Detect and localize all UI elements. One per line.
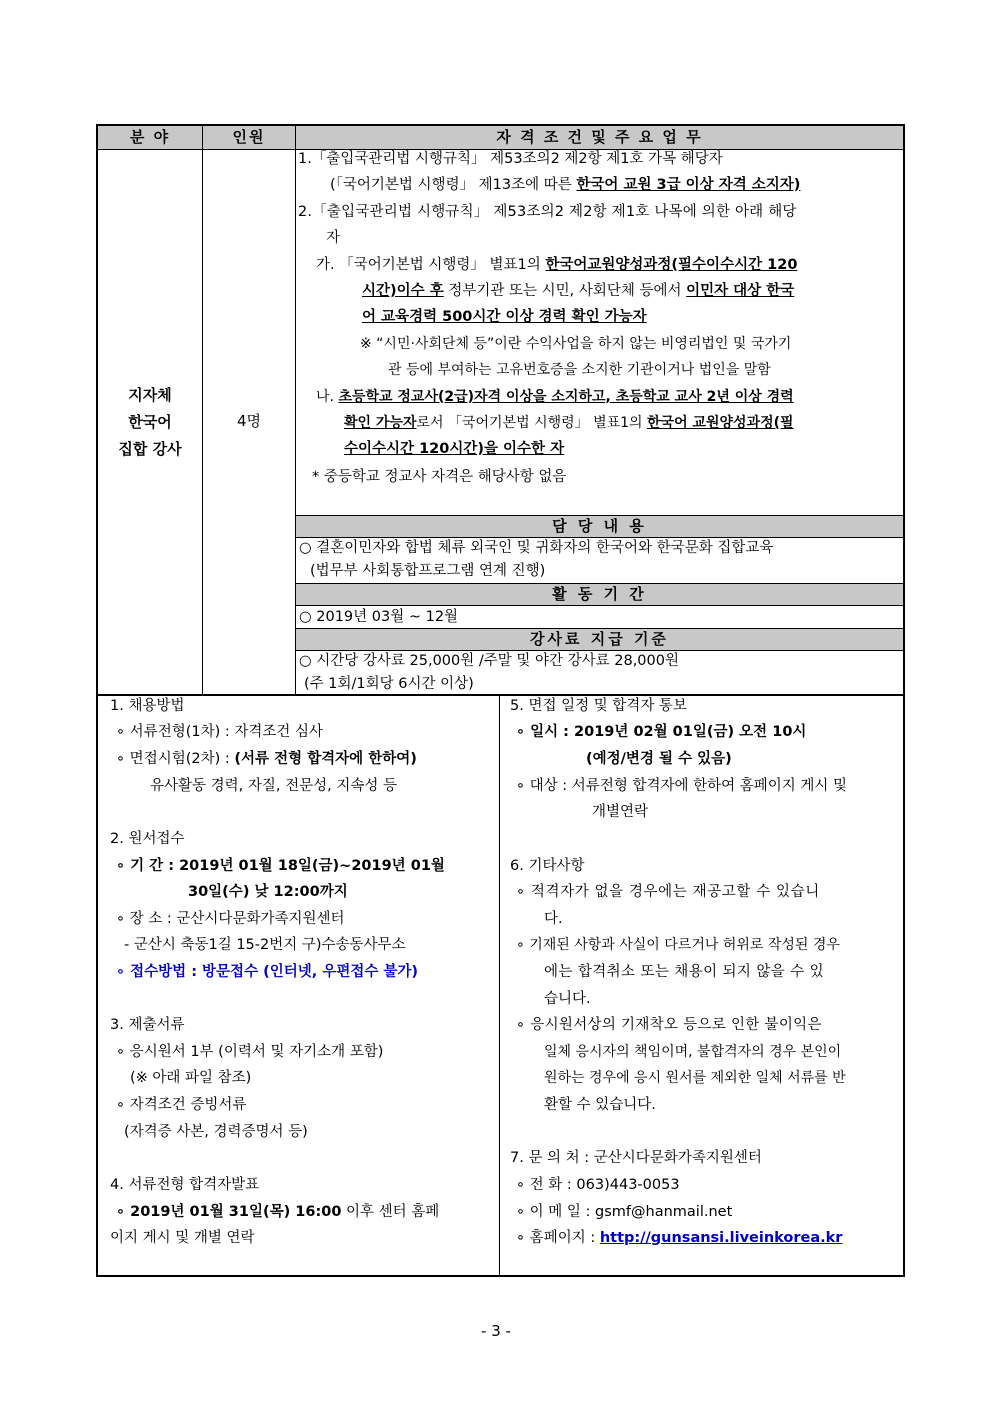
qual-highlight: 한국어 교원 3급 이상 자격 소지자) bbox=[576, 177, 801, 193]
pay-line-1: ○ 시간당 강사료 25,000원 /주말 및 야간 강사료 28,000원 bbox=[299, 653, 679, 669]
s2-period: ∘ 기 간 : 2019년 01월 18일(금)~2019년 01월 bbox=[116, 858, 445, 874]
qual-highlight: 확인 가능자 bbox=[344, 415, 417, 431]
duty-header: 담 당 내 용 bbox=[296, 515, 903, 538]
qual-highlight: 어 교육경력 500시간 이상 경력 확인 가능자 bbox=[362, 309, 647, 325]
section-6-title: 6. 기타사항 bbox=[510, 858, 585, 874]
qual-text: 가. 「국어기본법 시행령」 별표1의 bbox=[316, 257, 546, 273]
s1-criteria: 유사활동 경력, 자질, 전문성, 지속성 등 bbox=[150, 778, 397, 794]
s7-phone: ∘ 전 화 : 063)443-0053 bbox=[516, 1177, 680, 1193]
qual-line-10 bbox=[316, 384, 794, 410]
s4-announce bbox=[116, 1199, 439, 1226]
qual-line-4: 자 bbox=[326, 230, 341, 246]
qual-line-2 bbox=[330, 172, 800, 198]
section-3-title: 3. 제출서류 bbox=[110, 1017, 185, 1033]
homepage-link[interactable]: http://gunsansi.liveinkorea.kr bbox=[599, 1230, 843, 1246]
section-2-title: 2. 원서접수 bbox=[110, 831, 185, 847]
field-line: 지자체 bbox=[128, 386, 172, 404]
section-7-title: 7. 문 의 처 : 군산시다문화가족지원센터 bbox=[510, 1150, 762, 1166]
s2-address: - 군산시 축동1길 15-2번지 구)수송동사무소 bbox=[124, 937, 406, 953]
duty-line-1: ○ 결혼이민자와 합법 체류 외국인 및 귀화자의 한국어와 한국문화 집합교육 bbox=[299, 540, 774, 556]
qual-line-12 bbox=[344, 436, 564, 462]
s7-homepage-label: ∘ 홈페이지 : bbox=[516, 1230, 600, 1246]
s1-interview-label: ∘ 면접시험(2차) : bbox=[116, 751, 235, 767]
s6-item-1: ∘ 적격자가 없을 경우에는 재공고할 수 있습니 bbox=[516, 884, 820, 900]
s1-interview bbox=[116, 746, 417, 773]
period-text: ○ 2019년 03월 ~ 12월 bbox=[299, 609, 459, 625]
qual-line-5 bbox=[316, 252, 797, 278]
s4-date: ∘ 2019년 01월 31일(목) 16:00 bbox=[116, 1204, 342, 1220]
qual-line-9: 관 등에 부여하는 고유번호증을 소지한 기관이거나 법인을 말함 bbox=[388, 362, 771, 378]
s7-email: ∘ 이 메 일 : gsmf@hanmail.net bbox=[516, 1204, 733, 1220]
s6-item-3-cont: 일체 응시자의 책임이며, 불합격자의 경우 본인이 bbox=[544, 1044, 842, 1060]
pay-header: 강사료 지급 기준 bbox=[296, 628, 903, 651]
s1-screening: ∘ 서류전형(1차) : 자격조건 심사 bbox=[116, 724, 324, 740]
qual-text: 정부기관 또는 시민, 사회단체 등에서 bbox=[443, 283, 687, 299]
header-count: 인원 bbox=[232, 128, 266, 146]
s3-note: (※ 아래 파일 참조) bbox=[130, 1070, 252, 1086]
s1-interview-note: (서류 전형 합격자에 한하여) bbox=[234, 751, 417, 767]
headcount: 4명 bbox=[236, 412, 262, 430]
page-number: - 3 - bbox=[481, 1322, 511, 1340]
qual-highlight: 수이수시간 120시간)을 이수한 자 bbox=[344, 441, 565, 457]
job-table bbox=[96, 124, 905, 696]
s2-period-end: 30일(수) 낮 12:00까지 bbox=[188, 884, 348, 900]
qual-highlight: 한국어 교원양성과정(필 bbox=[647, 415, 794, 431]
s5-note: (예정/변경 될 수 있음) bbox=[586, 751, 732, 767]
qual-line-7 bbox=[362, 304, 647, 330]
s2-method: ∘ 접수방법 : 방문접수 (인터넷, 우편접수 불가) bbox=[116, 964, 419, 980]
field-name bbox=[98, 382, 202, 463]
s5-target: ∘ 대상 : 서류전형 합격자에 한하여 홈페이지 게시 및 bbox=[516, 778, 847, 794]
qual-highlight: 한국어교원양성과정(필수이수시간 120 bbox=[545, 257, 798, 273]
document-page bbox=[96, 124, 905, 1277]
qual-text: 로서 「국어기본법 시행령」 별표1의 bbox=[416, 415, 648, 431]
column-divider bbox=[295, 126, 296, 696]
field-line: 집합 강사 bbox=[118, 440, 182, 458]
header-qualification: 자 격 조 건 및 주 요 업 무 bbox=[496, 128, 703, 146]
s2-place: ∘ 장 소 : 군산시다문화가족지원센터 bbox=[116, 911, 345, 927]
qual-line-1: 1.「출입국관리법 시행규칙」 제53조의2 제2항 제1호 가목 해당자 bbox=[298, 151, 723, 167]
s6-item-2-end: 습니다. bbox=[544, 991, 591, 1007]
s3-application: ∘ 응시원서 1부 (이력서 및 자기소개 포함) bbox=[116, 1044, 384, 1060]
period-header: 활 동 기 간 bbox=[296, 583, 903, 606]
info-box bbox=[96, 696, 905, 1277]
s6-item-3-cont2: 원하는 경우에 응시 원서를 제외한 일체 서류를 반 bbox=[544, 1070, 846, 1086]
s6-item-1-cont: 다. bbox=[544, 911, 563, 927]
s6-item-3: ∘ 응시원서상의 기재착오 등으로 인한 불이익은 bbox=[516, 1017, 822, 1033]
section-4-title: 4. 서류전형 합격자발표 bbox=[110, 1177, 260, 1193]
qual-highlight: 초등학교 정교사(2급)자격 이상을 소지하고, 초등학교 교사 2년 이상 경력 bbox=[338, 389, 794, 405]
s6-item-2-cont: 에는 합격취소 또는 채용이 되지 않을 수 있 bbox=[544, 964, 824, 980]
s6-item-3-end: 환할 수 있습니다. bbox=[544, 1097, 656, 1113]
section-5-title: 5. 면접 일정 및 합격자 통보 bbox=[510, 698, 687, 714]
s3-proof: ∘ 자격조건 증빙서류 bbox=[116, 1097, 247, 1113]
s5-target-cont: 개별연락 bbox=[592, 804, 649, 820]
s4-announce-cont: 이지 게시 및 개별 연락 bbox=[110, 1230, 255, 1246]
s4-text: 이후 센터 홈페 bbox=[341, 1204, 440, 1220]
qual-line-6 bbox=[362, 278, 794, 304]
s7-homepage bbox=[516, 1225, 842, 1252]
qual-highlight: 이민자 대상 한국 bbox=[686, 283, 795, 299]
section-1-title: 1. 채용방법 bbox=[110, 698, 185, 714]
s5-datetime: ∘ 일시 : 2019년 02월 01일(금) 오전 10시 bbox=[516, 724, 807, 740]
qual-line-8: ※ “시민·사회단체 등”이란 수익사업을 하지 않는 비영리법인 및 국가기 bbox=[360, 336, 792, 352]
s3-proof-detail: (자격증 사본, 경력증명서 등) bbox=[124, 1124, 308, 1140]
qual-text: (「국어기본법 시행령」 제13조에 따른 bbox=[330, 177, 577, 193]
qual-text: 나. bbox=[316, 389, 339, 405]
field-line: 한국어 bbox=[128, 413, 172, 431]
pay-line-2: (주 1회/1회당 6시간 이상) bbox=[304, 676, 474, 692]
column-divider bbox=[499, 696, 500, 1275]
header-field: 분 야 bbox=[129, 128, 171, 146]
qual-highlight: 시간)이수 후 bbox=[362, 283, 444, 299]
duty-line-2: (법무부 사회통합프로그램 연계 진행) bbox=[310, 563, 546, 579]
qual-line-11 bbox=[344, 410, 794, 436]
s6-item-2: ∘ 기재된 사항과 사실이 다르거나 허위로 작성된 경우 bbox=[516, 937, 840, 953]
qual-line-13: * 중등학교 정교사 자격은 해당사항 없음 bbox=[312, 469, 567, 485]
qual-line-3: 2.「출입국관리법 시행규칙」 제53조의2 제2항 제1호 나목에 의한 아래 해당 bbox=[298, 204, 797, 220]
